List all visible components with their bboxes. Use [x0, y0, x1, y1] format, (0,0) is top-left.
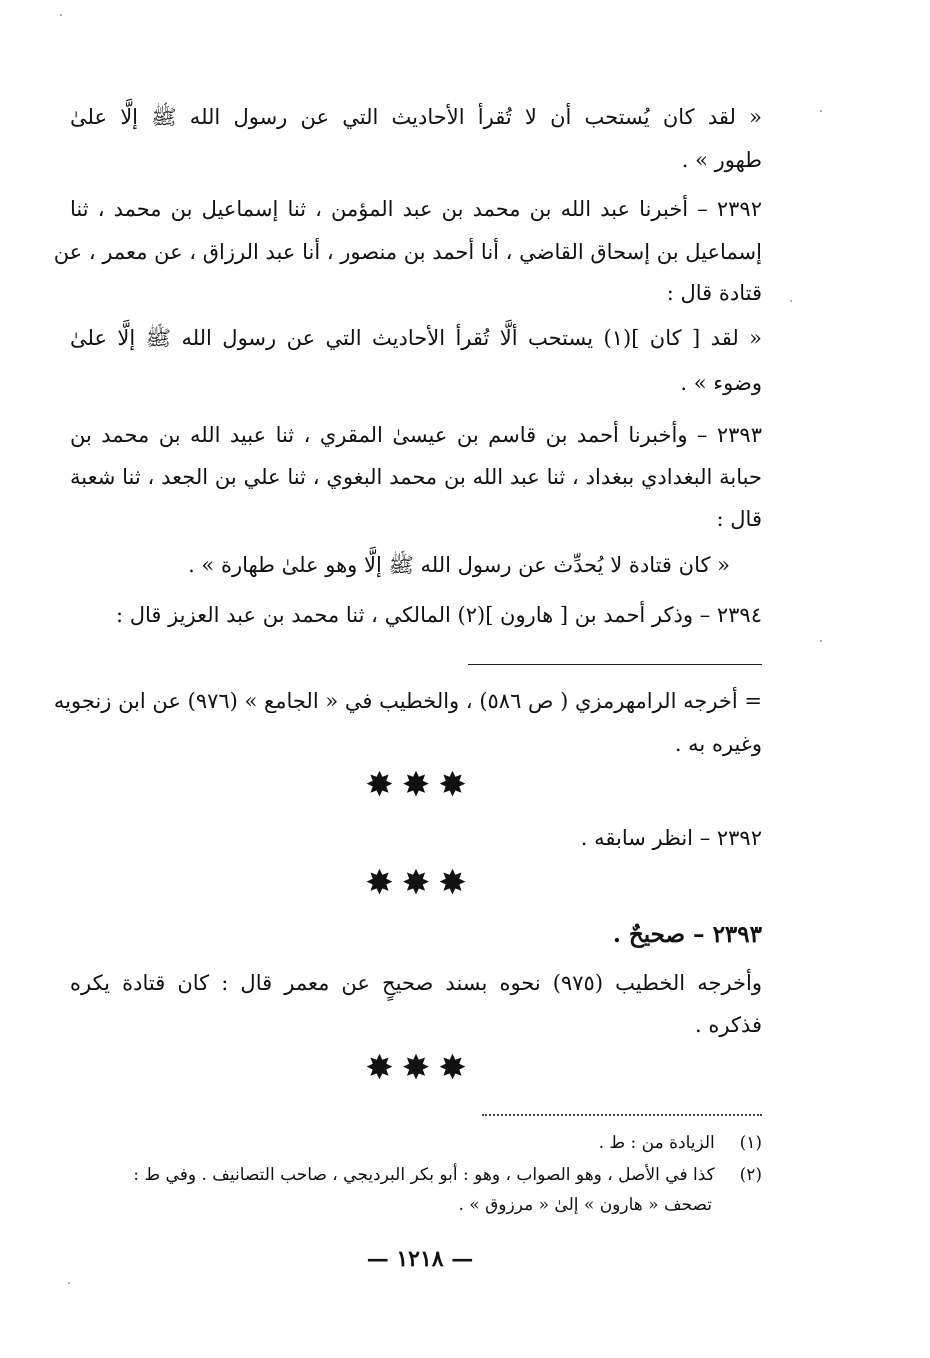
- footnote-text: الزيادة من : ط .: [598, 1133, 715, 1153]
- section-separator: ✸✸✸: [365, 1048, 475, 1088]
- footnote-text: كذا في الأصل ، وهو الصواب ، وهو : أبو بكر البرديجي ، صاحب التصانيف . وفي ط :: [133, 1165, 715, 1185]
- body-line: « لقد كان يُستحب أن لا تُقرأ الأحاديث التي عن رسول الله ﷺ إلَّا علىٰ: [70, 105, 762, 129]
- body-line: قتادة قال :: [666, 281, 762, 305]
- body-line: حبابة البغدادي ببغداد ، ثنا عبد الله بن محمد البغوي ، ثنا علي بن الجعد ، ثنا شعبة: [70, 465, 762, 489]
- note-line: = أخرجه الرامهرمزي ( ص ٥٨٦) ، والخطيب في « الجامع » (٩٧٦) عن ابن زنجويه: [53, 689, 762, 713]
- scan-speck: [60, 14, 62, 16]
- body-line: وضوء » .: [680, 371, 762, 395]
- scan-speck: [68, 1282, 70, 1284]
- footnote-1: [599, 1130, 762, 1156]
- section-separator: ✸✸✸: [365, 863, 475, 903]
- note-line: فذكره .: [695, 1013, 762, 1037]
- body-line: « لقد [ كان ](١) يستحب ألَّا تُقرأ الأحاديث التي عن رسول الله ﷺ إلَّا علىٰ: [70, 326, 762, 350]
- scan-speck: [790, 300, 792, 302]
- footnote-number: (٢): [739, 1165, 762, 1185]
- note-line: ٢٣٩٢ – انظر سابقه .: [580, 826, 762, 850]
- footnote-divider: [482, 1114, 762, 1116]
- notes-divider: [468, 664, 762, 665]
- scan-speck: [820, 110, 822, 112]
- note-line: وغيره به .: [674, 732, 762, 756]
- note-heading: ٢٣٩٣ – صحيحٌ .: [612, 921, 762, 948]
- body-line: قال :: [716, 507, 762, 531]
- note-line: وأخرجه الخطيب (٩٧٥) نحوه بسند صحيحٍ عن معمر قال : كان قتادة يكره: [70, 971, 762, 995]
- scan-speck: [820, 640, 822, 642]
- hadith-2392-line: ٢٣٩٢ – أخبرنا عبد الله بن محمد بن عبد المؤمن ، ثنا إسماعيل بن محمد ، ثنا: [70, 197, 762, 221]
- hadith-2394-line: ٢٣٩٤ – وذكر أحمد بن [ هارون ](٢) المالكي ، ثنا محمد بن عبد العزيز قال :: [115, 603, 762, 627]
- hadith-2393-line: ٢٣٩٣ – وأخبرنا أحمد بن قاسم بن عيسىٰ المقري ، ثنا عبيد الله بن محمد بن: [70, 423, 762, 447]
- footnote-number: (١): [739, 1133, 762, 1153]
- section-separator: ✸✸✸: [365, 765, 475, 805]
- page-number: — ١٢١٨ —: [366, 1246, 474, 1272]
- body-line: « كان قتادة لا يُحدِّث عن رسول الله ﷺ إلَّا وهو علىٰ طهارة » .: [188, 553, 730, 577]
- footnote-2-continued: تصحف « هارون » إلىٰ « مرزوق » .: [458, 1195, 712, 1215]
- footnote-2: [133, 1162, 762, 1188]
- body-line: إسماعيل بن إسحاق القاضي ، أنا أحمد بن منصور ، أنا عبد الرزاق ، عن معمر ، عن: [53, 240, 762, 264]
- body-line: طهور » .: [681, 148, 762, 172]
